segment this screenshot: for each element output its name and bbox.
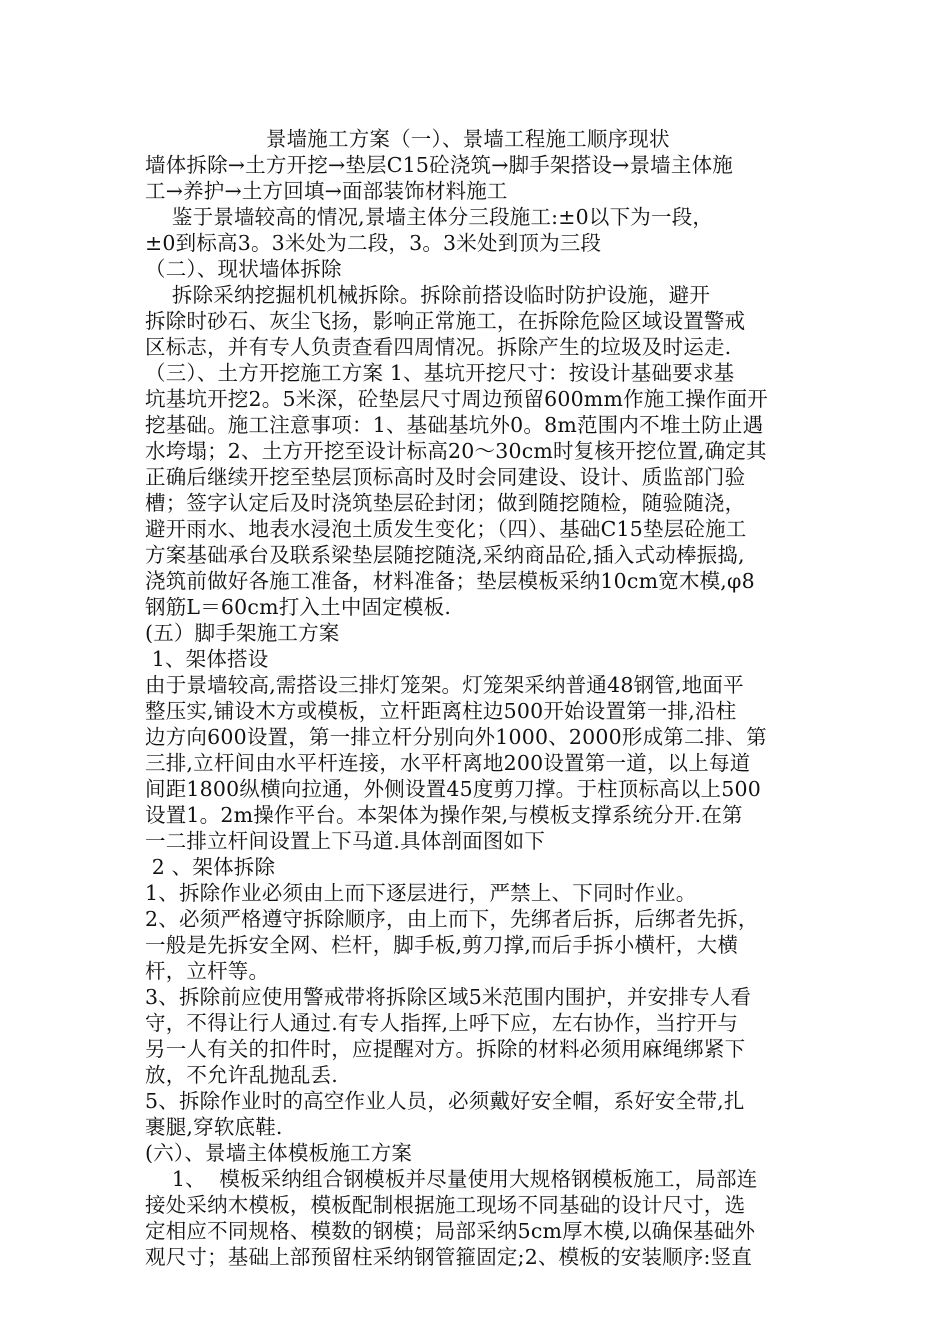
text-line: 守，不得让行人通过.有专人指挥,上呼下应，左右协作，当拧开与 [145,1011,739,1035]
text-line: 接处采纳木模板，模板配制根据施工现场不同基础的设计尺寸，选 [145,1193,746,1217]
text-line: 设置1。2m操作平台。本架体为操作架,与模板支撑系统分开.在第 [145,803,743,827]
text-line: 定相应不同规格、模数的钢模；局部采纳5cm厚木模,以确保基础外 [145,1219,756,1243]
text-line: 1、 模板采纳组合钢模板并尽量使用大规格钢模板施工，局部连 [145,1167,758,1191]
text-line: 挖基础。施工注意事项：1、基础基坑外0。8m范围内不堆土防止遇 [145,413,764,437]
text-line: 正确后继续开挖至垫层顶标高时及时会同建设、设计、质监部门验 [145,465,746,489]
section-heading: (六）、景墙主体模板施工方案 [145,1141,413,1165]
text-line: 3、拆除前应使用警戒带将拆除区域5米范围内围护，并安排专人看 [145,985,752,1009]
text-line: 放，不允许乱抛乱丢. [145,1063,339,1087]
text-line: 浇筑前做好各施工准备，材料准备；垫层模板采纳10cm宽木模,φ8 [145,569,755,593]
text-line: 裹腿,穿软底鞋. [145,1115,283,1139]
text-line: 水垮塌；2、土方开挖至设计标高20～30cm时复核开挖位置,确定其 [145,439,767,463]
subsection-heading: 1、架体搭设 [145,647,269,671]
section-heading: （二）、现状墙体拆除 [145,257,342,281]
text-line: 工→养护→土方回填→面部装饰材料施工 [145,179,508,203]
text-line: 三排,立杆间由水平杆连接，水平杆离地200设置第一道，以上每道 [145,751,751,775]
text-line: 5、拆除作业时的高空作业人员，必须戴好安全帽，系好安全带,扎 [145,1089,745,1113]
text-line: 观尺寸；基础上部预留柱采纳钢管箍固定;2、模板的安装顺序:竖直 [145,1245,753,1269]
text-line: 坑基坑开挖2。5米深，砼垫层尺寸周边预留600mm作施工操作面开 [145,387,768,411]
text-line: 槽；签字认定后及时浇筑垫层砼封闭；做到随挖随检，随验随浇， [145,491,746,515]
text-line: 杆，立杆等。 [145,959,270,983]
text-line: 墙体拆除→土方开挖→垫层C15砼浇筑→脚手架搭设→景墙主体施 [145,153,733,177]
text-line: 景墙施工方案（一）、景墙工程施工顺序现状 [145,127,670,151]
text-line: 间距1800纵横向拉通，外侧设置45度剪刀撑。于柱顶标高以上500 [145,777,761,801]
text-line: 避开雨水、地表水浸泡土质发生变化；（四）、基础C15垫层砼施工 [145,517,747,541]
text-line: 一二排立杆间设置上下马道.具体剖面图如下 [145,829,546,853]
text-line: 拆除时砂石、灰尘飞扬，影响正常施工，在拆除危险区域设置警戒 [145,309,746,333]
text-line: 鉴于景墙较高的情况,景墙主体分三段施工:±0以下为一段， [145,205,714,229]
text-line: ±0到标高3。3米处为二段，3。3米处到顶为三段 [145,231,602,255]
text-line: 整压实,铺设木方或模板，立杆距离柱边500开始设置第一排,沿柱 [145,699,737,723]
text-line: 1、拆除作业必须由上而下逐层进行，严禁上、下同时作业。 [145,881,697,905]
text-line: 2、必须严格遵守拆除顺序，由上而下，先绑者后拆，后绑者先拆， [145,907,759,931]
text-line: 一般是先拆安全网、栏杆，脚手板,剪刀撑,而后手拆小横杆，大横 [145,933,739,957]
text-line: 拆除采纳挖掘机机械拆除。拆除前搭设临时防护设施，避开 [145,283,711,307]
subsection-heading: 2 、架体拆除 [145,855,276,879]
text-line: 钢筋L＝60cm打入土中固定模板. [145,595,452,619]
section-heading: (五）脚手架施工方案 [145,621,340,645]
text-line: 由于景墙较高,需搭设三排灯笼架。灯笼架采纳普通48钢管,地面平 [145,673,744,697]
text-line: 方案基础承台及联系梁垫层随挖随浇,采纳商品砼,插入式动棒振捣, [145,543,745,567]
text-line: 另一人有关的扣件时，应提醒对方。拆除的材料必须用麻绳绑紧下 [145,1037,746,1061]
text-line: （三）、土方开挖施工方案 1、基坑开挖尺寸：按设计基础要求基 [145,361,735,385]
text-line: 边方向600设置，第一排立杆分别向外1000、2000形成第二排、第 [145,725,767,749]
text-line: 区标志，并有专人负责查看四周情况。拆除产生的垃圾及时运走. [145,335,732,359]
